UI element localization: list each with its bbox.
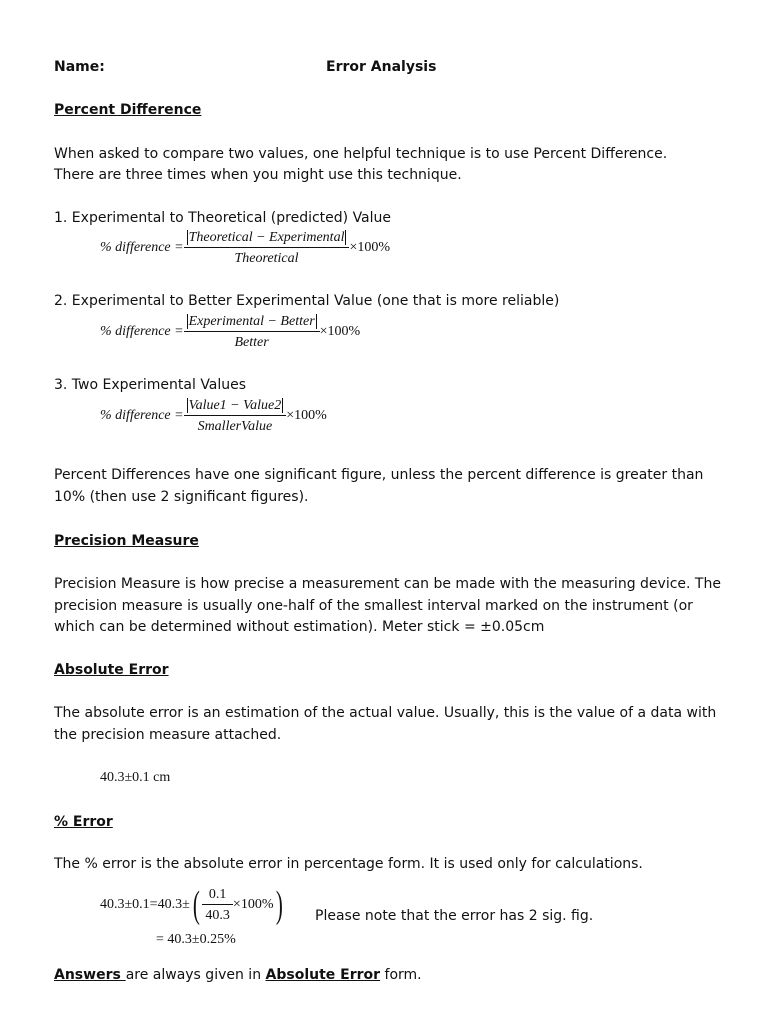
absolute-error-heading: Absolute Error — [54, 662, 169, 678]
percent-error-numerator: 0.1 — [202, 886, 233, 905]
formula-1-tail: ×100% — [349, 240, 391, 255]
item-1-label: 1. Experimental to Theoretical (predicted) Value — [54, 210, 392, 226]
formula-2-tail: ×100% — [319, 324, 361, 339]
percent-difference-heading: Percent Difference — [54, 102, 202, 118]
formula-2-fraction — [184, 313, 320, 351]
percent-error-denominator: 40.3 — [205, 908, 230, 923]
item-2-label: 2. Experimental to Better Experimental Value (one that is more reliable) — [54, 293, 560, 309]
sig-fig-note: Please note that the error has 2 sig. fig. — [315, 908, 594, 924]
formula-1 — [100, 229, 390, 267]
formula-2-denominator: Better — [234, 335, 269, 350]
formula-2-numerator: Experimental − Better — [188, 314, 315, 329]
intro-line-2: There are three times when you might use this technique. — [54, 167, 462, 183]
formula-3-fraction — [184, 397, 287, 435]
formula-3-denominator: SmallerValue — [197, 419, 273, 434]
formula-3-numerator: Value1 − Value2 — [188, 398, 282, 413]
left-paren: ( — [192, 884, 200, 926]
intro-line-1: When asked to compare two values, one helpful technique is to use Percent Difference. — [54, 146, 668, 162]
percent-error-text: The % error is the absolute error in percentage form. It is used only for calculations. — [54, 856, 643, 872]
formula-1-fraction — [184, 229, 350, 267]
significant-figures-note: Percent Differences have one significant figure, unless the percent difference is greater than 10% (then use 2 significant figures). — [54, 467, 704, 505]
precision-measure-text: Precision Measure is how precise a measurement can be made with the measuring device. The precision measure is usually one-half of the smallest interval marked on the instrument (or which can be determined without estimation). Meter stick = ±0.05cm — [54, 576, 721, 635]
absolute-error-text: The absolute error is an estimation of the actual value. Usually, this is the value of a data with the precision measure attached. — [54, 705, 717, 743]
percent-error-result: = 40.3±0.25% — [156, 932, 236, 947]
percent-error-eq-left: 40.3±0.1=40.3± — [100, 897, 190, 912]
formula-2-lhs: % difference = — [100, 324, 184, 339]
item-3-label: 3. Two Experimental Values — [54, 377, 247, 393]
percent-error-eq-tail: ×100% — [232, 897, 274, 912]
formula-3-tail: ×100% — [286, 408, 327, 423]
absolute-error-word: Absolute Error — [265, 967, 381, 983]
percent-error-fraction — [202, 886, 233, 924]
name-label: Name: — [54, 59, 105, 75]
percent-error-heading: % Error — [54, 814, 113, 830]
precision-measure-heading: Precision Measure — [54, 533, 199, 549]
formula-1-numerator: Theoretical − Experimental — [188, 230, 345, 245]
absolute-error-example: 40.3±0.1 cm — [100, 770, 171, 785]
formula-1-lhs: % difference = — [100, 240, 184, 255]
answers-middle: are always given in — [125, 967, 266, 983]
formula-2 — [100, 313, 360, 351]
formula-3 — [100, 397, 327, 435]
page-title: Error Analysis — [326, 59, 437, 75]
formula-1-denominator: Theoretical — [234, 251, 299, 266]
answers-end: form. — [380, 967, 422, 983]
percent-error-equation — [100, 886, 286, 924]
answers-line — [54, 965, 422, 986]
answers-word: Answers — [54, 967, 126, 983]
formula-3-lhs: % difference = — [100, 408, 184, 423]
right-paren: ) — [276, 884, 284, 926]
